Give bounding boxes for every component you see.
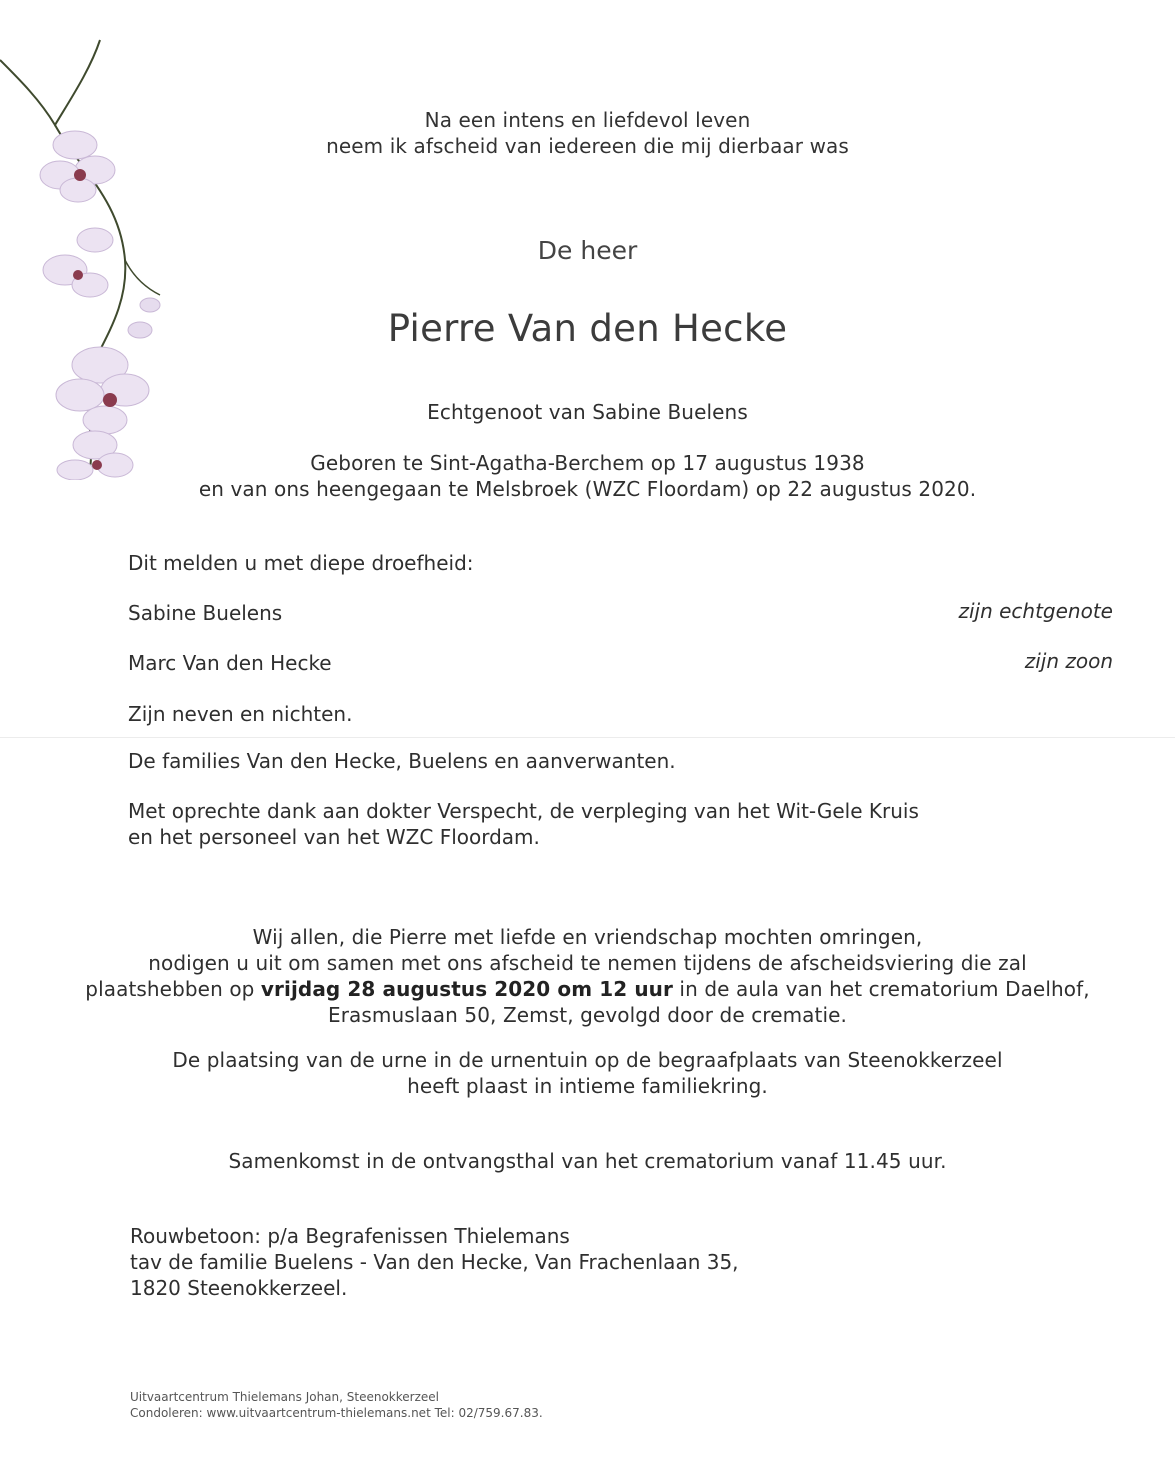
deceased-name: Pierre Van den Hecke bbox=[387, 307, 788, 350]
salutation: De heer bbox=[537, 236, 638, 265]
thanks-line-1: Met oprechte dank aan dokter Verspecht, de verpleging van het Wit-Gele Kruis bbox=[128, 799, 919, 823]
spouse-line: Echtgenoot van Sabine Buelens bbox=[427, 400, 748, 424]
relative-name: Sabine Buelens bbox=[128, 601, 283, 625]
invitation-line-3-pre: plaatshebben op bbox=[85, 977, 261, 1001]
thanks-text bbox=[128, 798, 919, 850]
birth-line: Geboren te Sint-Agatha-Berchem op 17 augustus 1938 bbox=[310, 451, 865, 475]
intro-line-2: neem ik afscheid van iedereen die mij dierbaar was bbox=[326, 134, 849, 158]
invitation-line-2: nodigen u uit om samen met ons afscheid te nemen tijdens de afscheidsviering die zal bbox=[148, 951, 1027, 975]
footer-line-2: Condoleren: www.uitvaartcentrum-thielemans.net Tel: 02/759.67.83. bbox=[130, 1406, 543, 1420]
relative-relation: zijn echtgenote bbox=[958, 599, 1113, 623]
announcement-heading: Dit melden u met diepe droefheid: bbox=[128, 551, 474, 575]
condolences-line-1: Rouwbetoon: p/a Begrafenissen Thielemans bbox=[130, 1224, 570, 1248]
ceremony-date-time: vrijdag 28 augustus 2020 om 12 uur bbox=[260, 977, 673, 1001]
relative-name: Marc Van den Hecke bbox=[128, 651, 332, 675]
footer bbox=[130, 1389, 543, 1421]
thanks-line-2: en het personeel van het WZC Floordam. bbox=[128, 825, 540, 849]
families-line: De families Van den Hecke, Buelens en aanverwanten. bbox=[128, 749, 676, 773]
urn-line-2: heeft plaast in intieme familiekring. bbox=[407, 1074, 768, 1098]
urn-line-1: De plaatsing van de urne in de urnentuin op de begraafplaats van Steenokkerzeel bbox=[172, 1048, 1003, 1072]
footer-line-1: Uitvaartcentrum Thielemans Johan, Steenokkerzeel bbox=[130, 1390, 439, 1404]
intro-line-1: Na een intens en liefdevol leven bbox=[424, 108, 751, 132]
birth-death-info bbox=[0, 450, 1175, 502]
invitation-text bbox=[0, 924, 1175, 1028]
intro-text bbox=[0, 107, 1175, 159]
invitation-line-4: Erasmuslaan 50, Zemst, gevolgd door de crematie. bbox=[327, 1003, 847, 1027]
invitation-line-3-post: in de aula van het crematorium Daelhof, bbox=[672, 977, 1090, 1001]
condolences-line-2: tav de familie Buelens - Van den Hecke, Van Frachenlaan 35, bbox=[130, 1250, 739, 1274]
condolences-line-3: 1820 Steenokkerzeel. bbox=[130, 1276, 348, 1300]
death-line: en van ons heengegaan te Melsbroek (WZC Floordam) op 22 augustus 2020. bbox=[198, 477, 977, 501]
cousins-line: Zijn neven en nichten. bbox=[128, 702, 353, 726]
invitation-line-1: Wij allen, die Pierre met liefde en vriendschap mochten omringen, bbox=[252, 925, 923, 949]
invitation-line-3 bbox=[0, 976, 1175, 1002]
relative-relation: zijn zoon bbox=[1024, 649, 1113, 673]
condolences-address bbox=[130, 1223, 739, 1301]
fold-line bbox=[0, 737, 1175, 738]
gathering-text: Samenkomst in de ontvangsthal van het crematorium vanaf 11.45 uur. bbox=[228, 1149, 947, 1173]
urn-text bbox=[0, 1047, 1175, 1099]
